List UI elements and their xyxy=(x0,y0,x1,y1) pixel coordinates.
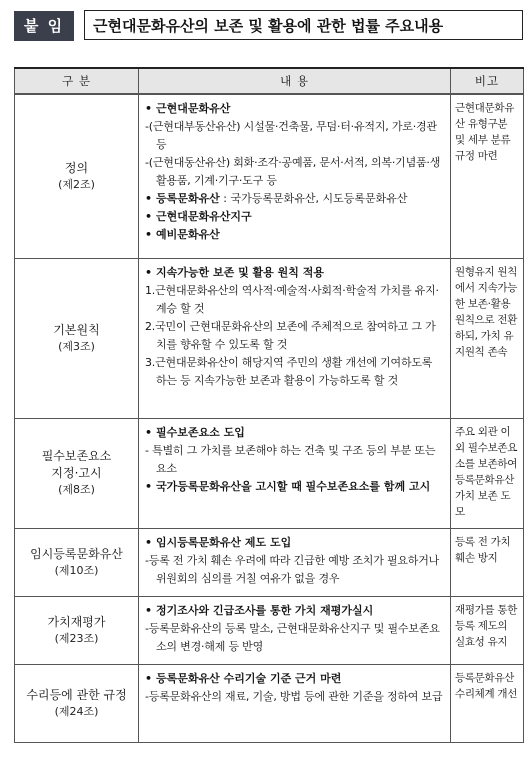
row-note: 등록 전 가치 훼손 방지 xyxy=(451,528,524,596)
table-row xyxy=(15,258,524,418)
table-body xyxy=(15,94,524,742)
article-reference: (제2조) xyxy=(58,177,95,191)
sub-item: -등록 전 가치 훼손 우려에 따라 긴급한 예방 조치가 필요하거나 위원회의 심의를 거칠 여유가 없을 경우 xyxy=(145,553,440,585)
bullet-heading: • 등록문화유산 수리기술 기준 근거 마련 xyxy=(145,672,341,685)
article-reference: (제23조) xyxy=(54,631,99,645)
row-note: 원형유지 원칙에서 지속가능한 보존·활용 원칙으로 전환하되, 가치 유지원칙 존속 xyxy=(451,258,524,418)
bullet-item xyxy=(145,478,445,496)
bullet-item xyxy=(145,424,445,442)
category-name: 정의 xyxy=(64,160,89,175)
article-reference: (제10조) xyxy=(54,563,99,577)
document-header xyxy=(14,10,523,42)
sub-item: 2.국민이 근현대문화유산의 보존에 주체적으로 참여하고 그 가치를 향유할 수 있도록 할 것 xyxy=(145,319,436,351)
bullet-heading: • 근현대문화유산지구 xyxy=(145,210,252,223)
bullet-heading: • 근현대문화유산 xyxy=(145,102,230,115)
row-content xyxy=(139,94,451,258)
row-content xyxy=(139,258,451,418)
row-note: 재평가를 통한 등록 제도의 실효성 유지 xyxy=(451,596,524,664)
document-title: 근현대문화유산의 보존 및 활용에 관한 법률 주요내용 xyxy=(84,10,523,40)
sub-item: -등록문화유산의 등록 말소, 근현대문화유산지구 및 필수보존요소의 변경·해제 등 반영 xyxy=(145,621,440,653)
bullet-item xyxy=(145,226,445,244)
table-row xyxy=(15,418,524,528)
bullet-item xyxy=(145,264,445,282)
sub-item: -등록문화유산의 재료, 기술, 방법 등에 관한 기준을 정하여 보급 xyxy=(145,689,443,703)
row-content xyxy=(139,528,451,596)
article-reference: (제8조) xyxy=(58,483,95,496)
category-name: 기본원칙 xyxy=(53,322,100,337)
table-row xyxy=(15,664,524,742)
row-category xyxy=(15,664,139,742)
sub-item: -(근현대동산유산) 회화·조각·공예품, 문서·서적, 의복·기념품·생활용품, 기계·기구·도구 등 xyxy=(145,156,441,187)
table-row xyxy=(15,596,524,664)
category-name: 가치재평가 xyxy=(47,614,106,629)
bullet-heading: • 지속가능한 보존 및 활용 원칙 적용 xyxy=(145,266,324,279)
sub-item: 1.근현대문화유산의 역사적·예술적·사회적·학술적 가치를 유지·계승 할 것 xyxy=(145,283,439,315)
row-category xyxy=(15,528,139,596)
row-content xyxy=(139,418,451,528)
sub-item: - 특별히 그 가치를 보존해야 하는 건축 및 구조 등의 부분 또는 요소 xyxy=(145,443,436,475)
bullet-detail: : 국가등록문화유산, 시도등록문화유산 xyxy=(219,192,408,205)
bullet-heading: • 정기조사와 긴급조사를 통한 가치 재평가실시 xyxy=(145,604,373,617)
row-category xyxy=(15,596,139,664)
bullet-item xyxy=(145,100,445,118)
column-header-category: 구 분 xyxy=(15,68,139,94)
bullet-item xyxy=(145,670,445,688)
row-category xyxy=(15,258,139,418)
bullet-heading: • 국가등록문화유산을 고시할 때 필수보존요소를 함께 고시 xyxy=(145,480,430,493)
bullet-heading: • 등록문화유산 xyxy=(145,192,220,205)
category-name: 임시등록문화유산 xyxy=(30,546,123,561)
bullet-heading: • 필수보존요소 도입 xyxy=(145,426,245,439)
sub-item: -(근현대부동산유산) 시설물·건축물, 무덤·터·유적지, 가로·경관 등 xyxy=(145,120,437,151)
category-name: 필수보존요소 xyxy=(41,449,112,463)
law-summary-table xyxy=(14,67,524,743)
sub-item: 3.근현대문화유산이 해당지역 주민의 생활 개선에 기여하도록 하는 등 지속가능한 보존과 활용이 가능하도록 할 것 xyxy=(145,355,433,387)
article-reference: (제24조) xyxy=(54,704,99,718)
bullet-item xyxy=(145,208,445,226)
row-content xyxy=(139,596,451,664)
bullet-heading: • 예비문화유산 xyxy=(145,228,220,241)
table-header-row xyxy=(15,68,524,94)
row-category xyxy=(15,418,139,528)
column-header-content: 내 용 xyxy=(139,68,451,94)
row-note: 근현대문화유산 유형구분 및 세부 분류 규정 마련 xyxy=(451,94,524,258)
row-note: 등록문화유산 수리체계 개선 xyxy=(451,664,524,742)
bullet-item xyxy=(145,602,445,620)
row-note: 주요 외관 이외 필수보존요소를 보존하여 등록문화유산 가치 보존 도모 xyxy=(451,418,524,528)
column-header-note: 비고 xyxy=(451,68,524,94)
article-reference: (제3조) xyxy=(58,339,95,353)
bullet-item xyxy=(145,190,445,208)
bullet-item xyxy=(145,534,445,552)
table-row xyxy=(15,94,524,258)
table-row xyxy=(15,528,524,596)
attachment-tag: 붙 임 xyxy=(14,11,74,41)
category-name: 수리등에 관한 규정 xyxy=(26,687,127,702)
category-name: 지정·고시 xyxy=(51,466,102,480)
row-content xyxy=(139,664,451,742)
bullet-heading: • 임시등록문화유산 제도 도입 xyxy=(145,536,291,549)
row-category xyxy=(15,94,139,258)
